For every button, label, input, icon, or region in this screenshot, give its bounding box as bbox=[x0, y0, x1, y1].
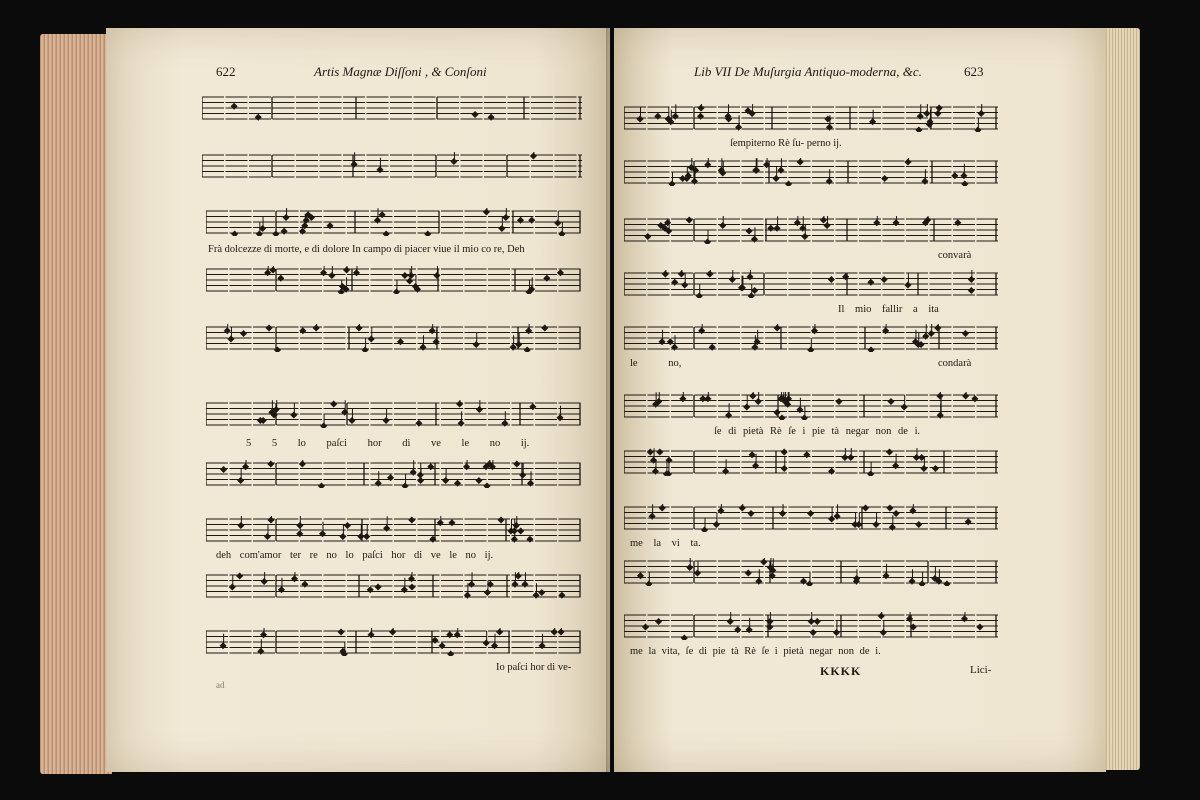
lyric-line: me la vita, ſe di pie tà Rè ſe i pietà negar non de i. bbox=[630, 646, 881, 657]
music-staff bbox=[624, 158, 998, 186]
music-staff bbox=[624, 392, 998, 420]
right-page bbox=[614, 28, 1106, 772]
lyric-line: ſe di pietà Rè ſe i pie tà negar non de i. bbox=[714, 426, 921, 437]
music-staff bbox=[206, 460, 582, 488]
open-book bbox=[40, 22, 1140, 774]
lyric-line: convarà bbox=[938, 250, 972, 261]
music-staff bbox=[624, 448, 998, 476]
page-number: 622 bbox=[216, 64, 236, 79]
signature-mark: KKKK bbox=[820, 664, 862, 678]
music-staff bbox=[206, 208, 582, 236]
music-staff bbox=[206, 324, 582, 352]
music-staff bbox=[206, 400, 582, 428]
lyric-line: le no, bbox=[630, 358, 682, 369]
page-number: 623 bbox=[964, 64, 984, 79]
music-staff bbox=[206, 266, 582, 294]
running-head: Artis Magnæ Diſſoni , & Conſoni bbox=[314, 64, 487, 79]
lyric-line: Il mio fallir a ita bbox=[838, 304, 939, 315]
lyric-line: 5 5 lo paſci hor di ve le no ij. bbox=[246, 438, 530, 449]
lyric-line: Io paſci hor di ve- bbox=[496, 662, 572, 673]
lyric-line: ſempiterno Rè ſu- perno ij. bbox=[730, 138, 842, 149]
music-staff bbox=[624, 324, 998, 352]
page-block-left-edge bbox=[40, 34, 112, 774]
lyric-line: Frà dolcezze di morte, e di dolore In campo di piacer viue il mio co re, Deh bbox=[208, 244, 525, 255]
music-staff bbox=[206, 516, 582, 544]
music-staff bbox=[624, 612, 998, 640]
music-staff bbox=[202, 152, 582, 180]
library-stamp: ad bbox=[216, 680, 225, 690]
music-staff bbox=[206, 628, 582, 656]
catchword: Lici- bbox=[970, 664, 992, 676]
music-staff bbox=[202, 94, 582, 122]
music-staff bbox=[624, 270, 998, 298]
running-head: Lib VII De Muſurgia Antiquo-moderna, &c. bbox=[694, 64, 922, 79]
left-page bbox=[106, 28, 610, 772]
lyric-line: me la vi ta. bbox=[630, 538, 701, 549]
music-staff bbox=[624, 504, 998, 532]
lyric-line: deh com'amor ter re no lo paſci hor di ve le no ij. bbox=[216, 550, 494, 561]
page-block-right-edge bbox=[1106, 28, 1140, 770]
music-staff bbox=[206, 572, 582, 600]
music-staff bbox=[624, 104, 998, 132]
music-staff bbox=[624, 558, 998, 586]
lyric-line: condarà bbox=[938, 358, 972, 369]
music-staff bbox=[624, 216, 998, 244]
